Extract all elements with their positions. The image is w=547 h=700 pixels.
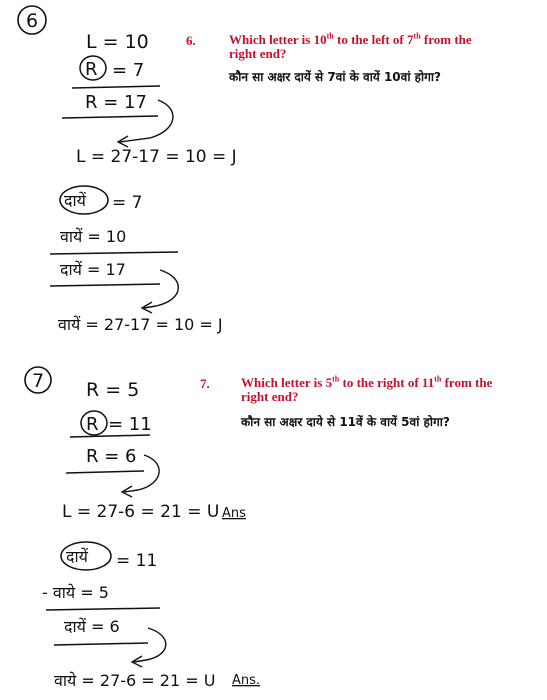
q6-line-a xyxy=(72,86,160,88)
q6-question-pre: Which letter is 10 xyxy=(229,32,327,47)
q7-question-post: from the xyxy=(441,375,493,390)
q6-hindi-question: कौन सा अक्षर दायें से 7वां के वायें 10वां होगा? xyxy=(229,70,441,84)
q6-number: 6. xyxy=(186,33,196,48)
q6-hindi-arrow xyxy=(144,270,178,308)
q7-hindi-line-b xyxy=(54,643,148,645)
q7-hw-hindi2: - वाये = 5 xyxy=(42,583,109,602)
q7-hw-line1: R = 5 xyxy=(86,379,140,401)
q7-line-a xyxy=(70,435,150,437)
q6-question-sup1: th xyxy=(326,31,334,41)
q6-question xyxy=(229,33,541,61)
q7-hindi-question: कौन सा अक्षर दाये से 11वें के वायें 5वां होगा? xyxy=(241,415,450,429)
q7-circle-number: 7 xyxy=(31,370,45,392)
q6-hw-line3: R = 17 xyxy=(85,92,147,113)
q6-hw-line2-circ: R xyxy=(85,59,98,80)
q7-hw-line4: L = 27-6 = 21 = U xyxy=(62,502,220,522)
q7-question-mid: to the right of 11 xyxy=(339,375,435,390)
q7-line-b xyxy=(66,471,144,473)
q6-hw-hindi2: वायें = 10 xyxy=(60,227,127,246)
q7-number: 7. xyxy=(200,376,210,391)
q7-question-pre: Which letter is 5 xyxy=(241,375,333,390)
q6-hw-hindi1: = 7 xyxy=(112,193,143,213)
q7-hindi-line-a xyxy=(46,608,160,610)
q6-hw-line4: L = 27-17 = 10 = J xyxy=(76,147,237,167)
q6-question-post: from the xyxy=(420,32,472,47)
q7-hw-hindi3: दायें = 6 xyxy=(64,617,120,636)
q7-question-sup1: th xyxy=(332,374,340,384)
q6-circle-number: 6 xyxy=(25,10,39,32)
q7-question-sup2: th xyxy=(434,374,442,384)
q6-hw-hindi3: दायें = 17 xyxy=(60,260,126,279)
q7-question-line2: right end? xyxy=(241,389,299,404)
q6-hw-line1: L = 10 xyxy=(86,31,149,53)
q7-hw-line2-circ: R xyxy=(86,414,99,435)
q7-hw-hindi-ans: Ans. xyxy=(232,673,261,688)
q7-hw-hindi1-circ: दायें xyxy=(66,547,88,566)
q7-hw-line2: = 11 xyxy=(108,414,152,435)
q6-question-sup2: th xyxy=(413,31,421,41)
q6-question-mid: to the left of 7 xyxy=(333,32,414,47)
q6-question-line2: right end? xyxy=(229,46,287,61)
q6-hindi-line-a xyxy=(50,252,178,254)
q6-hindi-line-b xyxy=(50,284,160,286)
q7-hw-ans: Ans xyxy=(222,506,246,521)
q6-line-b xyxy=(62,116,158,118)
q6-hw-hindi1-circ: दायें xyxy=(64,191,86,210)
q7-hw-hindi4: वाये = 27-6 = 21 = U xyxy=(54,671,216,690)
q6-hw-hindi4: वायें = 27-17 = 10 = J xyxy=(58,315,223,334)
q7-question xyxy=(241,376,544,404)
q6-hw-line2: = 7 xyxy=(112,60,145,81)
q7-hindi-arrow xyxy=(134,628,166,662)
q7-hw-hindi1: = 11 xyxy=(116,551,158,571)
q7-hw-line3: R = 6 xyxy=(86,446,137,467)
